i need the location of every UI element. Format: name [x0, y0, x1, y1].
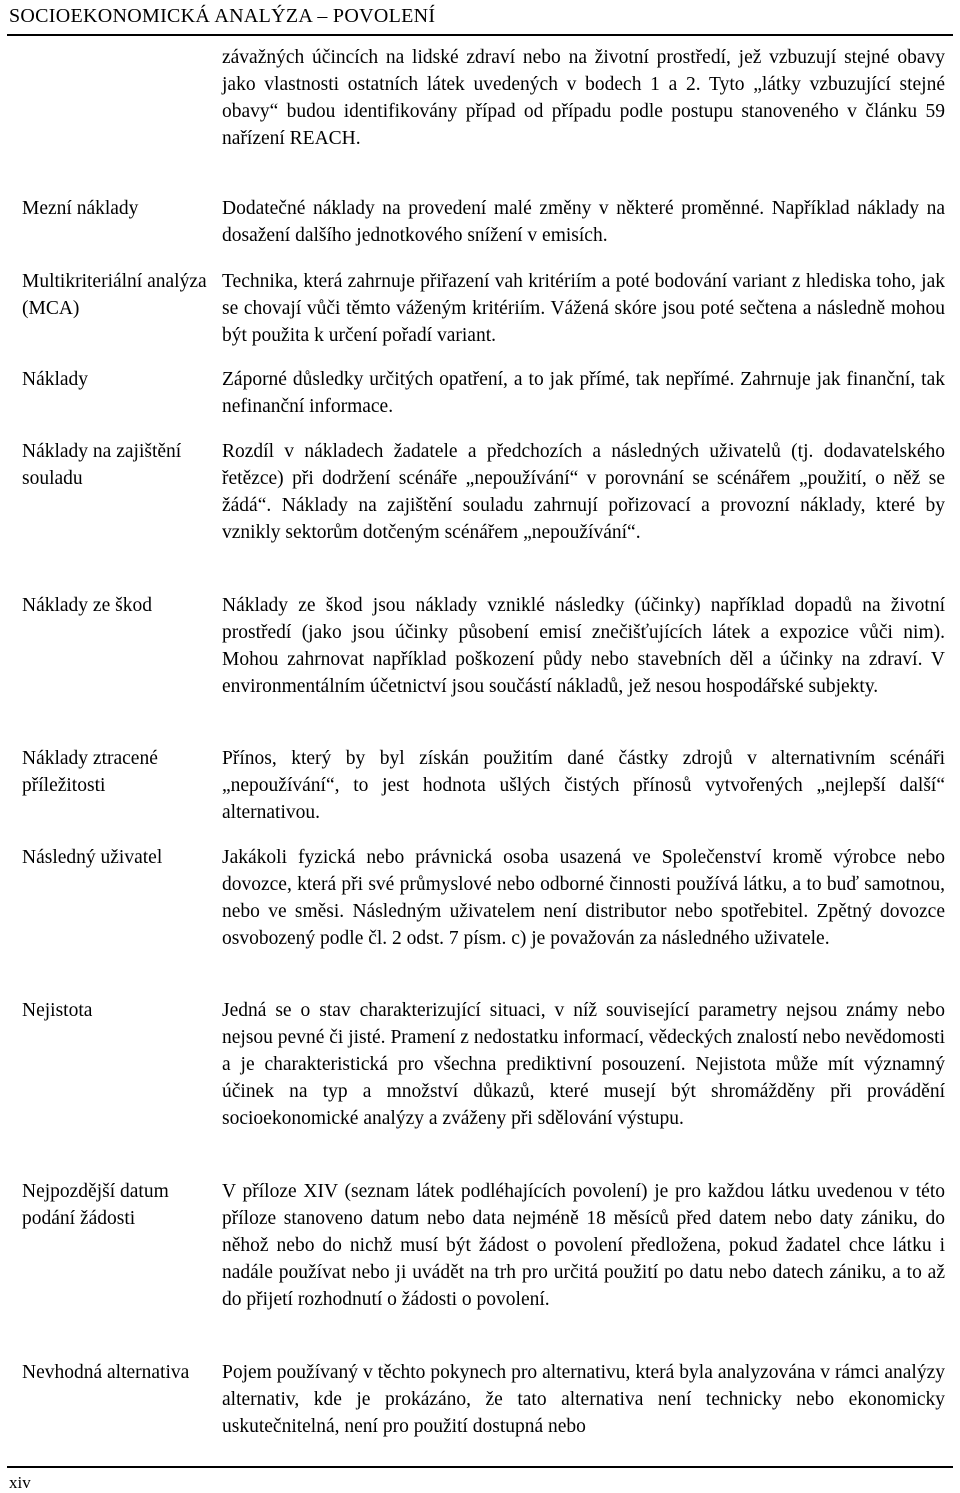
glossary-term: Nevhodná alternativa: [22, 1362, 190, 1383]
glossary-definition: Dodatečné náklady na provedení malé změny v některé proměnné. Například náklady na dosažení dalšího jednotkového snížení v emisích.: [222, 198, 945, 246]
page-number: xiv: [9, 1473, 31, 1492]
glossary-definition: závažných účincích na lidské zdraví nebo na životní prostředí, jež vzbuzují stejné obavy jako vlastnosti ostatních látek uvedených v bodech 1 a 2. Tyto „látky vzbuzující stejné obavy“ budou identifikovány případ od případu podle postupu stanoveného v článku 59 nařízení REACH.: [222, 47, 945, 149]
glossary-term: Náklady ztracené příležitosti: [22, 748, 158, 796]
glossary-definition: Jedná se o stav charakterizující situaci, v níž související parametry nejsou známy nebo nejsou pevné či jisté. Pramení z nedostatku informací, vědeckých znalostí nebo nevědomosti a je charakteristická pro všechna prediktivní posouzení. Nejistota může mít významný účinek na typ a množství důkazů, které musejí být shromážděny při provádění socioekonomické analýzy a zváženy při sdělování výstupu.: [222, 1000, 945, 1129]
glossary-term: Multikriteriální analýza (MCA): [22, 271, 207, 319]
running-header: SOCIOEKONOMICKÁ ANALÝZA – POVOLENÍ: [9, 5, 436, 27]
glossary-definition: Jakákoli fyzická nebo právnická osoba usazená ve Společenství kromě výrobce nebo dovozce, která při své průmyslové nebo odborné činnosti používá látku, a to buď samotnou, nebo ve směsi. Následným uživatelem není distributor nebo spotřebitel. Zpětný dovozce osvobozený podle čl. 2 odst. 7 písm. c) je považován za následného uživatele.: [222, 847, 945, 949]
glossary-term: Náklady: [22, 369, 89, 390]
glossary-term: Následný uživatel: [22, 847, 163, 868]
glossary-term: Náklady na zajištění souladu: [22, 441, 182, 489]
glossary-definition: Technika, která zahrnuje přiřazení vah kritériím a poté bodování variant z hlediska toho, jak se chovají vůči těmto váženým kritériím. Vážená skóre jsou poté sečtena a následně mohou být použita k určení pořadí variant.: [222, 271, 945, 346]
glossary-term: Náklady ze škod: [22, 595, 152, 616]
glossary-definition: Přínos, který by byl získán použitím dané částky zdrojů v alternativním scénáři „nepoužívání“, to jest hodnota ušlých čistých přínosů vytvořených „nejlepší další“ alternativou.: [222, 748, 945, 823]
glossary-definition: V příloze XIV (seznam látek podléhajících povolení) je pro každou látku uvedenou v této příloze stanoveno datum nebo data nejméně 18 měsíců před datem nebo daty zániku, do něhož nebo do nichž musí být žádost o povolení předložena, pokud žadatel chce látku i nadále používat nebo ji uvádět na trh pro určitá použití po datu nebo datech zániku, a to až do přijetí rozhodnutí o žádosti o povolení.: [222, 1181, 945, 1310]
header-divider: [7, 34, 953, 36]
glossary-definition: Záporné důsledky určitých opatření, a to jak přímé, tak nepřímé. Zahrnuje jak finanční, tak nefinanční informace.: [222, 369, 945, 417]
glossary-term: Nejistota: [22, 1000, 93, 1021]
glossary-term: Nejpozdější datum podání žádosti: [22, 1181, 169, 1229]
glossary-definition: Pojem používaný v těchto pokynech pro alternativu, která byla analyzována v rámci analýzy alternativ, kde je prokázáno, že tato alternativa není technicky nebo ekonomicky uskutečnitelná, není pro použití dostupná nebo: [222, 1362, 945, 1437]
glossary-definition: Rozdíl v nákladech žadatele a předchozích a následných uživatelů (tj. dodavatelského řetězce) při dodržení scénáře „nepoužívání“ v porovnání se scénářem „použití, o něž se žádá“. Náklady na zajištění souladu zahrnují pořizovací a provozní náklady, které by vznikly sektorům dotčeným scénářem „nepoužívání“.: [222, 441, 945, 543]
footer-divider: [7, 1466, 953, 1468]
glossary-term: Mezní náklady: [22, 198, 139, 219]
glossary-definition: Náklady ze škod jsou náklady vzniklé následky (účinky) například dopadů na životní prostředí (jako jsou účinky působení emisí znečišťujících látek a expozice vůči nim). Mohou zahrnovat například poškození půdy nebo stavebních děl a účinky na zdraví. V environmentálním účetnictví jsou součástí nákladů, jež nesou hospodářské subjekty.: [222, 595, 945, 697]
